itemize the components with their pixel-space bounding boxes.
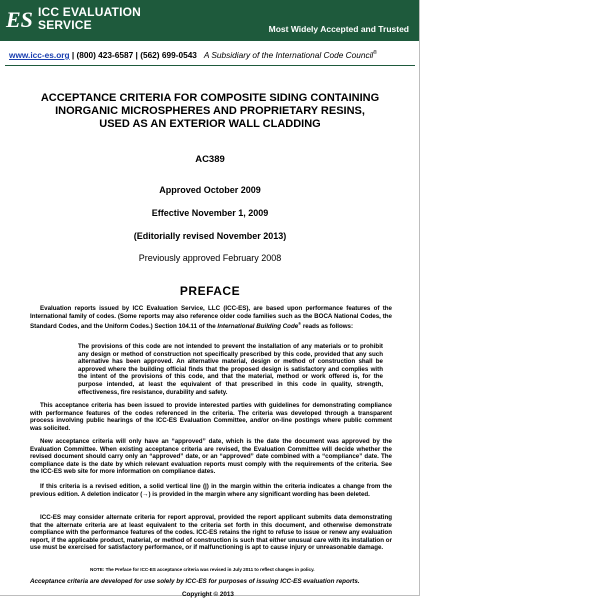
p1-registered-mark: ® — [298, 321, 302, 327]
org-name-line1: ICC EVALUATION — [38, 5, 142, 19]
header-banner — [0, 0, 419, 41]
contact-bar — [9, 50, 377, 60]
editorial-revision: (Editorially revised November 2013) — [133, 231, 287, 241]
preface-paragraph-5: ICC-ES may consider alternate criteria for report approval, provided the report applicant submits data demonstrating that the alternate criteria are at least equivalent to the criteria set forth in this document, and otherwise demonstrate compliance with the performance features of the codes. ICC-ES retains the right to refuse to issue or renew any evaluation report, if the applicable product, material, or method of construction is such that either unusual care with its installation or use must be exercised for satisfactory performance, or if malfunctioning is apt to cause injury or unreasonable damage. — [30, 514, 392, 552]
code-quote: The provisions of this code are not intended to prevent the installation of any materials or to prohibit any design or method of construction not specifically prescribed by this code, provided that any such alternative has been approved. An alternative material, design or method of construction shall be approved where the building official finds that the proposed design is satisfactory and complies with the intent of the provisions of this code, and that the material, method or work offered is, for the purpose intended, at least the equivalent of that prescribed in this code in quality, strength, effectiveness, fire resistance, durability and safety. — [78, 343, 383, 396]
p1-text: Evaluation reports issued by ICC Evaluation Service, LLC (ICC-ES), are based upon performance features of the International family of codes. (Some reports may also reference older code families such as the BOCA National Codes, the Standard Codes, and the Uniform Codes.) Section 104.11 of the — [30, 305, 392, 331]
org-name-line2: SERVICE — [38, 18, 92, 32]
preface-paragraph-2: This acceptance criteria has been issued to provide interested parties with guidelines for demonstrating compliance with performance features of the codes referenced in the criteria. The criteria was developed through a transparent process involving public hearings of the ICC-ES Evaluation Committee, and/or on-line postings where public comment was solicited. — [30, 402, 392, 432]
document-title — [20, 92, 400, 131]
phone-2: (562) 699-0543 — [140, 50, 197, 60]
separator: | — [69, 50, 77, 60]
p1-end: reads as follows: — [301, 323, 354, 331]
icc-es-logo-icon — [5, 5, 33, 35]
registered-mark: ® — [373, 50, 377, 57]
criteria-code: AC389 — [195, 154, 225, 165]
svg-text:ES: ES — [6, 7, 33, 32]
preface-paragraph-1 — [30, 305, 392, 331]
separator: | — [133, 50, 141, 60]
copyright: Copyright © 2013 — [182, 591, 234, 598]
website-link[interactable]: www.icc-es.org — [9, 50, 70, 60]
ibc-reference: International Building Code — [217, 323, 299, 331]
phone-1: (800) 423-6587 — [76, 50, 134, 60]
header-divider — [5, 65, 415, 66]
revision-note: NOTE: The Preface for ICC-ES acceptance criteria was revised in July 2011 to reflect changes in policy. — [90, 567, 315, 572]
subsidiary-text: A Subsidiary of the International Code Council — [203, 50, 374, 60]
org-name — [38, 6, 141, 32]
preface-paragraph-3: New acceptance criteria will only have an “approved” date, which is the date the document was approved by the Evaluation Committee. When existing acceptance criteria are revised, the Evaluation Committee will decide whether the revised document should carry only an “approved” date, or an “approved” date combined with a “compliance” date. The compliance date is the date by which relevant evaluation reports must comply with the requirements of the criteria. See the ICC-ES web site for more information on compliance dates. — [30, 438, 392, 476]
tagline: Most Widely Accepted and Trusted — [268, 24, 409, 34]
title-line-3: USED AS AN EXTERIOR WALL CLADDING — [99, 118, 321, 130]
preface-heading: PREFACE — [179, 284, 241, 298]
previous-approval: Previously approved February 2008 — [138, 253, 282, 263]
effective-date: Effective November 1, 2009 — [151, 208, 269, 218]
title-line-2: INORGANIC MICROSPHERES AND PROPRIETARY RESINS, — [55, 105, 365, 117]
approved-date: Approved October 2009 — [159, 185, 261, 195]
title-line-1: ACCEPTANCE CRITERIA FOR COMPOSITE SIDING CONTAINING — [40, 92, 380, 104]
preface-paragraph-4: If this criteria is a revised edition, a solid vertical line (|) in the margin within the criteria indicates a change from the previous edition. A deletion indicator (→) is provided in the margin where any significant wording has been deleted. — [30, 483, 392, 498]
closing-statement: Acceptance criteria are developed for use solely by ICC-ES for purposes of issuing ICC-ES evaluation reports. — [30, 578, 360, 585]
